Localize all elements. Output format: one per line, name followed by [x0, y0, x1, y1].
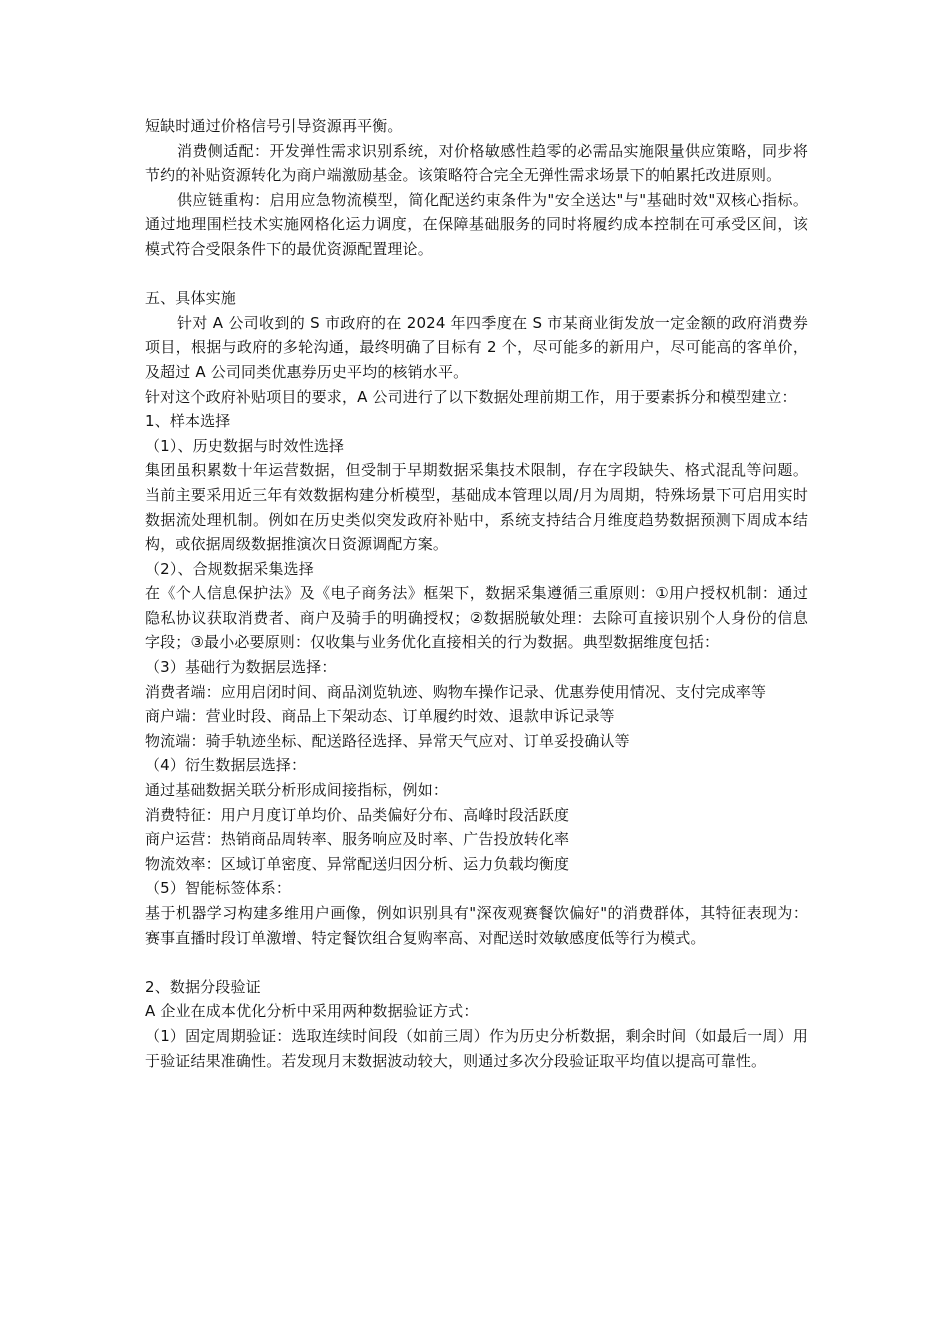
paragraph-consumer-side: 消费侧适配：开发弹性需求识别系统，对价格敏感性趋零的必需品实施限量供应策略，同步将节约的补贴资源转化为商户端激励基金。该策略符合完全无弹性需求场景下的帕累托改进原则。 — [145, 141, 808, 185]
list-item-consumption-feature: 消费特征：用户月度订单均价、品类偏好分布、高峰时段活跃度 — [145, 805, 570, 824]
list-item-merchant: 商户端：营业时段、商品上下架动态、订单履约时效、退款申诉记录等 — [145, 707, 615, 726]
subsection-heading-sample: 1、样本选择 — [145, 412, 231, 431]
paragraph-derived-intro: 通过基础数据关联分析形成间接指标，例如： — [145, 781, 449, 800]
paragraph-validation-intro: A 企业在成本优化分析中采用两种数据验证方式： — [145, 1002, 479, 1021]
paragraph-supply-chain: 供应链重构：启用应急物流模型，简化配送约束条件为"安全送达"与"基础时效"双核心指标。通过地理围栏技术实施网格化运力调度，在保障基础服务的同时将履约成本控制在可承受区间，该模式符合受限条件下的最优资源配置理论。 — [145, 190, 808, 258]
section-heading: 五、具体实施 — [145, 289, 236, 308]
item-heading-basic-behavior: （3）基础行为数据层选择： — [145, 658, 337, 677]
list-item-consumer: 消费者端：应用启闭时间、商品浏览轨迹、购物车操作记录、优惠券使用情况、支付完成率等 — [145, 682, 767, 701]
paragraph-prep: 针对这个政府补贴项目的要求，A 公司进行了以下数据处理前期工作，用于要素拆分和模型建立： — [145, 387, 797, 406]
list-item-logistics: 物流端：骑手轨迹坐标、配送路径选择、异常天气应对、订单妥投确认等 — [145, 731, 630, 750]
paragraph-fixed-period-validation: （1）固定周期验证：选取连续时间段（如前三周）作为历史分析数据，剩余时间（如最后一周）用于验证结果准确性。若发现月末数据波动较大，则通过多次分段验证取平均值以提高可靠性。 — [145, 1026, 808, 1070]
paragraph-section-intro: 针对 A 公司收到的 S 市政府的在 2024 年四季度在 S 市某商业街发放一定金额的政府消费券项目，根据与政府的多轮沟通，最终明确了目标有 2 个，尽可能多的新用户，尽可能高的客单价，及超过 A 公司同类优惠券历史平均的核销水平。 — [145, 313, 808, 381]
item-heading-derived: （4）衍生数据层选择： — [145, 756, 307, 775]
blank-line — [145, 950, 808, 975]
paragraph-smart-tags: 基于机器学习构建多维用户画像，例如识别具有"深夜观赛餐饮偏好"的消费群体，其特征表现为：赛事直播时段订单激增、特定餐饮组合复购率高、对配送时效敏感度低等行为模式。 — [145, 904, 808, 947]
subsection-heading-validation: 2、数据分段验证 — [145, 977, 261, 996]
paragraph-intro-tail: 短缺时通过价格信号引导资源再平衡。 — [145, 117, 403, 135]
item-heading-history: （1）、历史数据与时效性选择 — [145, 436, 345, 455]
document-page — [145, 114, 808, 1073]
paragraph-compliance: 在《个人信息保护法》及《电子商务法》框架下，数据采集遵循三重原则：①用户授权机制：通过隐私协议获取消费者、商户及骑手的明确授权；②数据脱敏处理：去除可直接识别个人身份的信息字段；③最小必要原则：仅收集与业务优化直接相关的行为数据。典型数据维度包括： — [145, 584, 808, 652]
list-item-logistics-efficiency: 物流效率：区域订单密度、异常配送归因分析、运力负载均衡度 — [145, 854, 570, 873]
item-heading-compliance: （2）、合规数据采集选择 — [145, 559, 314, 578]
blank-line — [145, 262, 808, 287]
paragraph-history: 集团虽积累数十年运营数据，但受制于早期数据采集技术限制，存在字段缺失、格式混乱等问题。当前主要采用近三年有效数据构建分析模型，基础成本管理以周/月为周期，特殊场景下可启用实时数据流处理机制。例如在历史类似突发政府补贴中，系统支持结合月维度趋势数据预测下周成本结构，或依据周级数据推演次日资源调配方案。 — [145, 461, 808, 554]
list-item-merchant-ops: 商户运营：热销商品周转率、服务响应及时率、广告投放转化率 — [145, 830, 570, 849]
item-heading-smart-tags: （5）智能标签体系： — [145, 879, 292, 898]
